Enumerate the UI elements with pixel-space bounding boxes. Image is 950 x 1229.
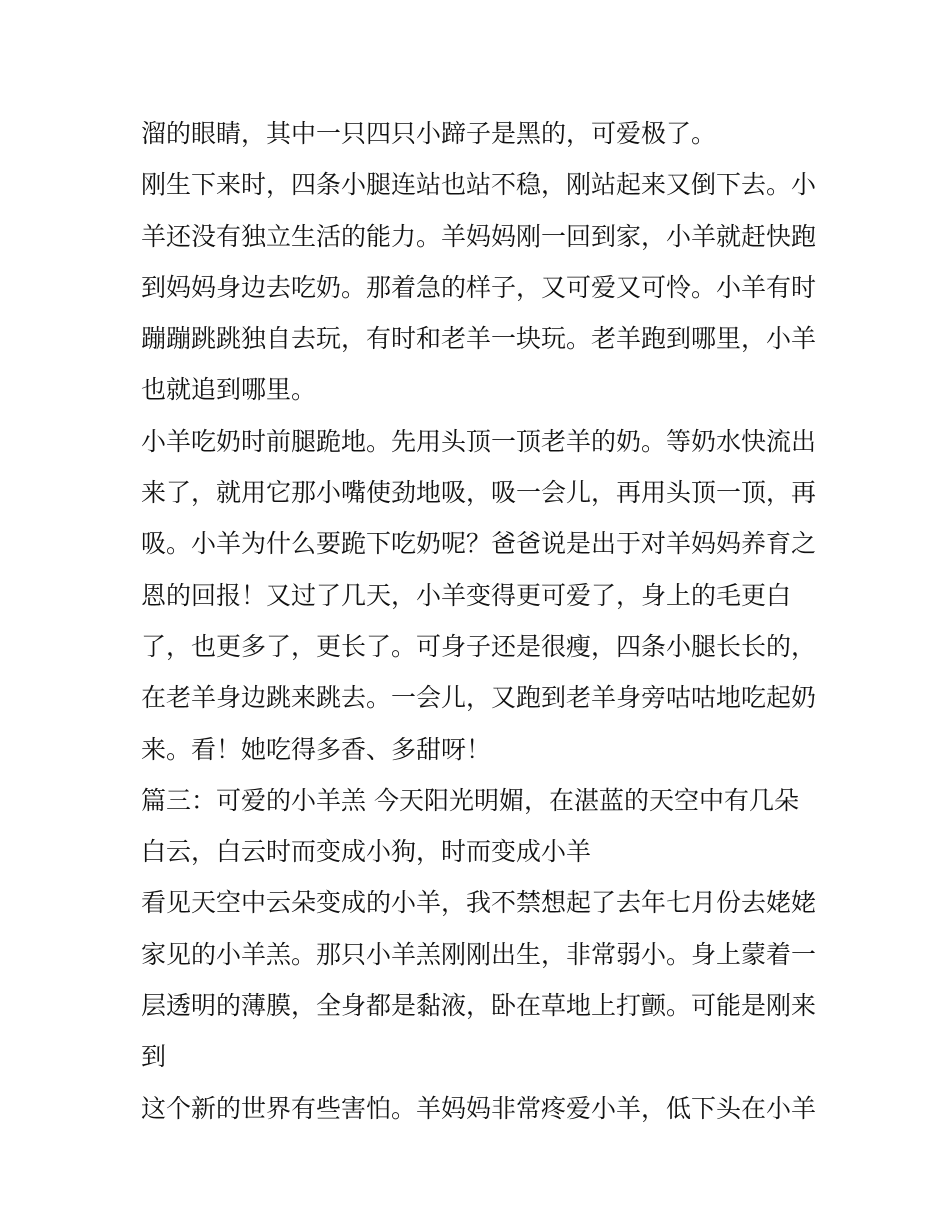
text-line: 溜的眼睛，其中一只四只小蹄子是黑的，可爱极了。 [141, 119, 717, 148]
text-line: 来了，就用它那小嘴使劲地吸，吸一会儿，再用头顶一顶，再 [141, 478, 817, 508]
text-line: 恩的回报！又过了几天，小羊变得更可爱了，身上的毛更白 [141, 580, 792, 610]
text-line: 也就追到哪里。 [141, 375, 317, 405]
body-text [141, 108, 821, 1134]
text-line: 刚生下来时，四条小腿连站也站不稳，刚站起来又倒下去。小 [141, 170, 817, 200]
text-line: 层透明的薄膜，全身都是黏液，卧在草地上打颤。可能是刚来 [141, 991, 817, 1021]
text-line: 在老羊身边跳来跳去。一会儿，又跑到老羊身旁咕咕地吃起奶 [141, 683, 817, 713]
text-line: 到妈妈身边去吃奶。那着急的样子，又可爱又可怜。小羊有时 [141, 272, 817, 302]
text-line: 来。看！她吃得多香、多甜呀！ [141, 734, 492, 764]
text-line: 羊还没有独立生活的能力。羊妈妈刚一回到家，小羊就赶快跑 [141, 221, 817, 251]
text-line: 看见天空中云朵变成的小羊，我不禁想起了去年七月份去姥姥 [141, 888, 817, 918]
text-line: 小羊吃奶时前腿跪地。先用头顶一顶老羊的奶。等奶水快流出 [141, 426, 817, 456]
text-line: 蹦蹦跳跳独自去玩，有时和老羊一块玩。老羊跑到哪里，小羊 [141, 324, 817, 354]
text-line: 白云，白云时而变成小狗，时而变成小羊 [141, 837, 592, 867]
text-line: 家见的小羊羔。那只小羊羔刚刚出生，非常弱小。身上蒙着一 [141, 939, 817, 969]
text-line: 吸。小羊为什么要跪下吃奶呢？爸爸说是出于对羊妈妈养育之 [141, 529, 817, 559]
text-line: 这个新的世界有些害怕。羊妈妈非常疼爱小羊，低下头在小羊 [141, 1093, 817, 1123]
text-line: 了，也更多了，更长了。可身子还是很瘦，四条小腿长长的， [141, 631, 817, 661]
text-line: 篇三：可爱的小羊羔 今天阳光明媚，在湛蓝的天空中有几朵 [141, 785, 799, 815]
text-line: 到 [141, 1042, 167, 1072]
